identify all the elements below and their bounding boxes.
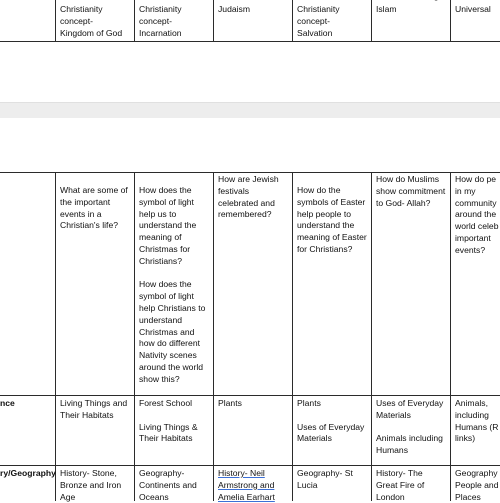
grid-line (134, 172, 135, 501)
grid-line (0, 465, 500, 466)
science-cell: Living Things and Their Habitats (60, 398, 128, 420)
table-cell: Judaism (218, 4, 250, 14)
science-cell: Uses of Everyday Materials Animals including Humans (376, 398, 444, 456)
re-question-cell: How do pe in my community around the world celeb important events? (455, 174, 499, 255)
humanities-cell: History- Neil Armstrong and Amelia Earhart (218, 468, 275, 502)
re-question-cell: How are Jewish festivals celebrated and remembered? (218, 174, 279, 220)
grid-line (0, 395, 500, 396)
humanities-cell: Geography People and Places (455, 468, 499, 502)
grid-line (0, 172, 500, 173)
science-cell: Animals, including Humans (R links) (455, 398, 499, 444)
science-cell: Forest School Living Things & Their Habitats (139, 398, 198, 444)
grid-line (213, 0, 214, 42)
table-cell: Christianity concept- Kingdom of God (60, 4, 123, 38)
science-cell: Plants Uses of Everyday Materials (297, 398, 365, 444)
re-question-cell: What are some of the important events in a Christian's life? (60, 185, 128, 231)
grid-line (450, 0, 451, 42)
grid-line (55, 0, 56, 42)
page-top-fragment (0, 0, 500, 42)
row-label-history-geography: ry/Geography (0, 468, 56, 478)
grid-line (292, 0, 293, 42)
humanities-cell: Geography- Continents and Oceans (139, 468, 197, 502)
grid-line (55, 172, 56, 501)
grid-line (213, 172, 214, 501)
table-cell: Universal (455, 4, 491, 14)
humanities-cell: History- Stone, Bronze and Iron Age (60, 468, 122, 502)
grid-line (371, 0, 372, 42)
grid-line (134, 0, 135, 42)
humanities-cell: Geography- St Lucia (297, 468, 353, 490)
re-question-cell: How do the symbols of Easter help people to understand the meaning of Easter for Christians? (297, 185, 367, 254)
re-question-cell: How does the symbol of light help us to understand the meaning of Christmas for Christians? How does the symbol of light help Christians to understand Christmas and how do different Nativity scenes around the world show this? (139, 185, 206, 384)
re-question-cell: How do Muslims show commitment to God- Allah? (376, 174, 446, 208)
grid-line (292, 172, 293, 501)
humanities-cell: History- The Great Fire of London (376, 468, 425, 502)
table-cell: Christianity concept- Incarnation (139, 4, 182, 38)
table-cell: Islam (376, 4, 397, 14)
page-bottom-fragment (0, 118, 500, 501)
row-label-science: nce (0, 398, 15, 408)
table-cell: Christianity concept- Salvation (297, 4, 340, 38)
grid-line (450, 172, 451, 501)
grid-line (371, 172, 372, 501)
science-cell: Plants (218, 398, 242, 408)
